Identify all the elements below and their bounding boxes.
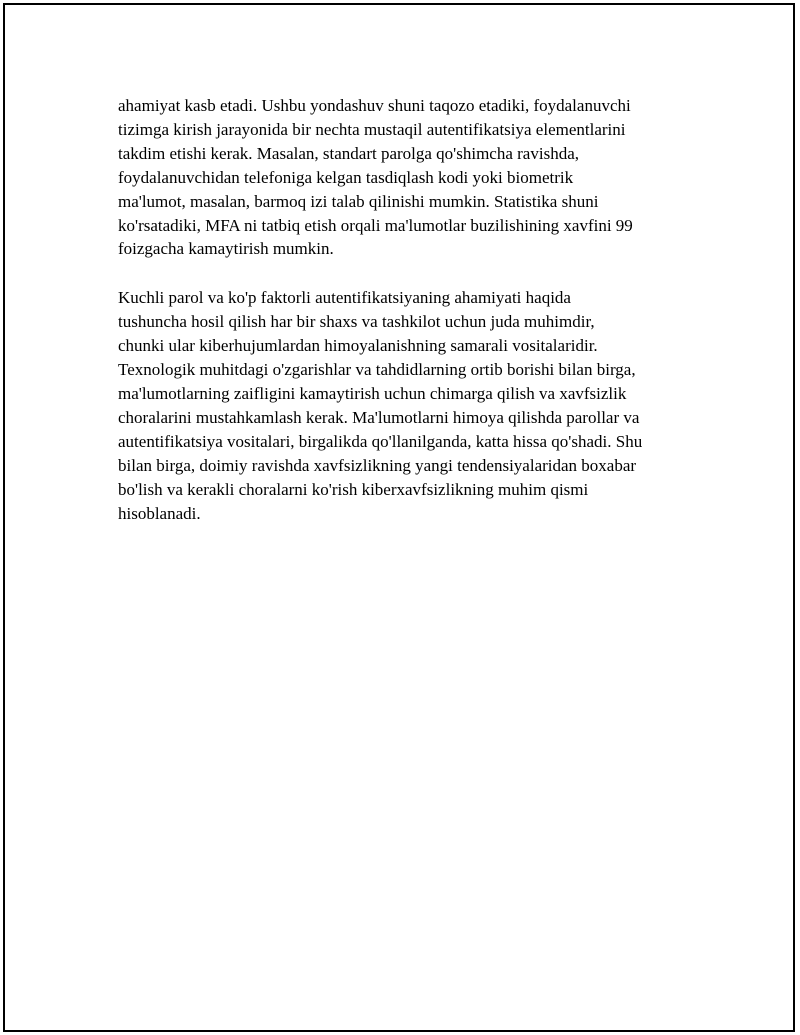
text-line: hisoblanadi.	[118, 503, 201, 523]
text-line: ma'lumot, masalan, barmoq izi talab qilinishi mumkin. Statistika shuni	[118, 191, 599, 211]
document-body	[118, 94, 692, 525]
text-line: autentifikatsiya vositalari, birgalikda qo'llanilganda, katta hissa qo'shadi. Shu	[118, 431, 643, 451]
text-line: ma'lumotlarning zaifligini kamaytirish uchun chimarga qilish va xavfsizlik	[118, 383, 627, 403]
paragraph-mfa	[118, 94, 692, 261]
text-line: Texnologik muhitdagi o'zgarishlar va tahdidlarning ortib borishi bilan birga,	[118, 360, 636, 380]
text-line: takdim etishi kerak. Masalan, standart parolga qo'shimcha ravishda,	[118, 143, 579, 163]
text-line: foizgacha kamaytirish mumkin.	[118, 239, 334, 259]
text-line: Kuchli parol va ko'p faktorli autentifikatsiyaning ahamiyati haqida	[118, 288, 571, 308]
text-line: bilan birga, doimiy ravishda xavfsizlikning yangi tendensiyalaridan boxabar	[118, 455, 637, 475]
paragraph-conclusion	[118, 286, 692, 525]
paragraph-gap	[118, 261, 692, 286]
text-line: tushuncha hosil qilish har bir shaxs va tashkilot uchun juda muhimdir,	[118, 312, 595, 332]
text-line: ko'rsatadiki, MFA ni tatbiq etish orqali ma'lumotlar buzilishining xavfini 99	[118, 215, 633, 235]
text-line: chunki ular kiberhujumlardan himoyalanishning samarali vositalaridir.	[118, 336, 598, 356]
text-line: ahamiyat kasb etadi. Ushbu yondashuv shuni taqozo etadiki, foydalanuvchi	[118, 96, 631, 115]
text-line: choralarini mustahkamlash kerak. Ma'lumotlarni himoya qilishda parollar va	[118, 407, 640, 427]
text-line: foydalanuvchidan telefoniga kelgan tasdiqlash kodi yoki biometrik	[118, 167, 574, 187]
text-line: tizimga kirish jarayonida bir nechta mustaqil autentifikatsiya elementlarini	[118, 119, 626, 139]
text-line: bo'lish va kerakli choralarni ko'rish kiberxavfsizlikning muhim qismi	[118, 479, 589, 499]
